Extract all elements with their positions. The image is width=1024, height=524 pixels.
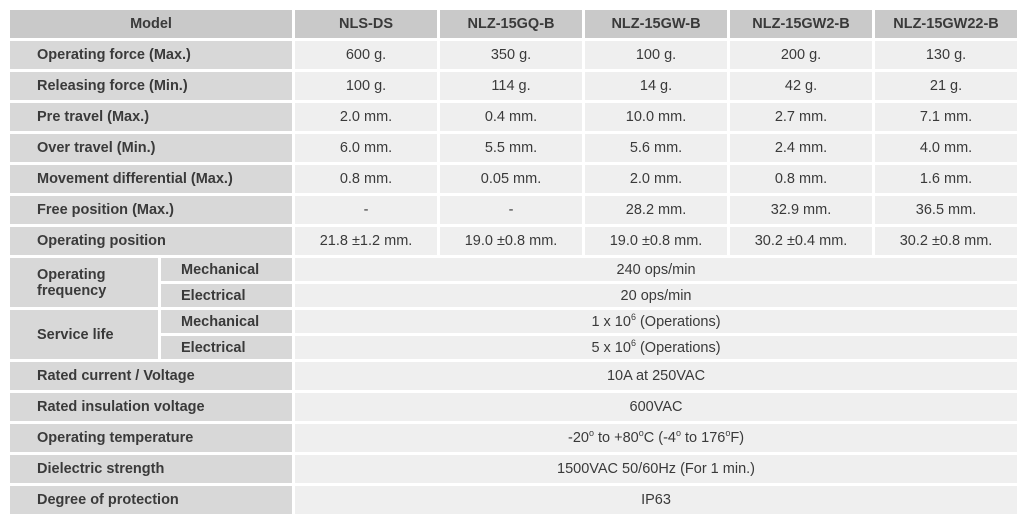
- table-cell: 32.9 mm.: [730, 196, 872, 224]
- row-label: Movement differential (Max.): [10, 165, 292, 193]
- model-header-1: NLS-DS: [295, 10, 437, 38]
- table-cell: 130 g.: [875, 41, 1017, 69]
- table-row: [10, 362, 1017, 390]
- electrical-label: Electrical: [161, 284, 292, 307]
- table-cell: 0.8 mm.: [730, 165, 872, 193]
- service-life-label: Service life: [10, 310, 158, 359]
- service-life-mechanical-unit: (Operations): [635, 313, 721, 330]
- model-header-4: NLZ-15GW2-B: [730, 10, 872, 38]
- service-life-electrical-value: [295, 336, 1017, 359]
- table-cell: 350 g.: [440, 41, 582, 69]
- operating-frequency-mechanical-value: 240 ops/min: [295, 258, 1017, 281]
- table-cell: 0.4 mm.: [440, 103, 582, 131]
- table-cell: 36.5 mm.: [875, 196, 1017, 224]
- table-cell: 100 g.: [585, 41, 727, 69]
- service-life-electrical-unit: (Operations): [635, 339, 721, 356]
- table-cell: 5.5 mm.: [440, 134, 582, 162]
- degree-symbol: o: [725, 428, 731, 439]
- table-cell: 2.7 mm.: [730, 103, 872, 131]
- degree-symbol: o: [588, 428, 594, 439]
- degree-symbol: o: [675, 428, 681, 439]
- table-cell: -: [295, 196, 437, 224]
- mechanical-label: Mechanical: [161, 310, 292, 333]
- degree-symbol: o: [638, 428, 644, 439]
- table-row: [10, 227, 1017, 255]
- table-cell: -: [440, 196, 582, 224]
- table-cell: 600 g.: [295, 41, 437, 69]
- row-label: Operating force (Max.): [10, 41, 292, 69]
- table-cell: 4.0 mm.: [875, 134, 1017, 162]
- operating-frequency-row-electrical: [10, 284, 1017, 307]
- table-row: [10, 486, 1017, 514]
- table-cell: 0.05 mm.: [440, 165, 582, 193]
- table-row: [10, 165, 1017, 193]
- table-row: [10, 393, 1017, 421]
- table-cell: 30.2 ±0.8 mm.: [875, 227, 1017, 255]
- table-cell: 100 g.: [295, 72, 437, 100]
- degree-of-protection-value: IP63: [295, 486, 1017, 514]
- model-header: Model: [10, 10, 292, 38]
- temp-part: to +80: [593, 430, 639, 446]
- table-cell: 7.1 mm.: [875, 103, 1017, 131]
- temp-part: C (-4: [643, 430, 676, 446]
- table-cell: 0.8 mm.: [295, 165, 437, 193]
- table-cell: 14 g.: [585, 72, 727, 100]
- service-life-electrical-base: 5 x 10: [591, 339, 631, 356]
- service-life-mechanical-exponent: 6: [630, 311, 636, 322]
- service-life-row: [10, 310, 1017, 333]
- rated-insulation-label: Rated insulation voltage: [10, 393, 292, 421]
- operating-frequency-electrical-value: 20 ops/min: [295, 284, 1017, 307]
- table-cell: 10.0 mm.: [585, 103, 727, 131]
- model-header-3: NLZ-15GW-B: [585, 10, 727, 38]
- row-label: Releasing force (Min.): [10, 72, 292, 100]
- table-row: [10, 103, 1017, 131]
- rated-insulation-value: 600VAC: [295, 393, 1017, 421]
- temp-part: F): [730, 430, 745, 446]
- service-life-mechanical-value: [295, 310, 1017, 333]
- temp-part: to 176: [680, 430, 726, 446]
- table-cell: 2.4 mm.: [730, 134, 872, 162]
- service-life-row-electrical: [10, 336, 1017, 359]
- electrical-label: Electrical: [161, 336, 292, 359]
- table-cell: 1.6 mm.: [875, 165, 1017, 193]
- table-row: [10, 455, 1017, 483]
- rated-current-label: Rated current / Voltage: [10, 362, 292, 390]
- degree-of-protection-label: Degree of protection: [10, 486, 292, 514]
- table-cell: 2.0 mm.: [585, 165, 727, 193]
- table-cell: 30.2 ±0.4 mm.: [730, 227, 872, 255]
- spec-table: [7, 7, 1020, 517]
- row-label: Pre travel (Max.): [10, 103, 292, 131]
- table-row: [10, 134, 1017, 162]
- operating-frequency-label: Operating frequency: [10, 258, 158, 307]
- table-row: [10, 41, 1017, 69]
- dielectric-strength-label: Dielectric strength: [10, 455, 292, 483]
- temp-part: -20: [567, 430, 589, 446]
- rated-current-value: 10A at 250VAC: [295, 362, 1017, 390]
- table-cell: 114 g.: [440, 72, 582, 100]
- model-header-5: NLZ-15GW22-B: [875, 10, 1017, 38]
- table-cell: 200 g.: [730, 41, 872, 69]
- table-cell: 21 g.: [875, 72, 1017, 100]
- table-cell: 19.0 ±0.8 mm.: [585, 227, 727, 255]
- row-label: Over travel (Min.): [10, 134, 292, 162]
- row-label: Operating position: [10, 227, 292, 255]
- table-row: [10, 424, 1017, 452]
- operating-frequency-row: [10, 258, 1017, 281]
- table-cell: 28.2 mm.: [585, 196, 727, 224]
- dielectric-strength-value: 1500VAC 50/60Hz (For 1 min.): [295, 455, 1017, 483]
- table-row: [10, 196, 1017, 224]
- operating-temperature-label: Operating temperature: [10, 424, 292, 452]
- table-cell: 5.6 mm.: [585, 134, 727, 162]
- table-cell: 21.8 ±1.2 mm.: [295, 227, 437, 255]
- mechanical-label: Mechanical: [161, 258, 292, 281]
- table-row: [10, 72, 1017, 100]
- operating-temperature-value: [295, 424, 1017, 452]
- table-cell: 6.0 mm.: [295, 134, 437, 162]
- header-row: [10, 10, 1017, 38]
- table-cell: 19.0 ±0.8 mm.: [440, 227, 582, 255]
- table-cell: 42 g.: [730, 72, 872, 100]
- service-life-mechanical-base: 1 x 10: [591, 313, 631, 330]
- row-label: Free position (Max.): [10, 196, 292, 224]
- table-cell: 2.0 mm.: [295, 103, 437, 131]
- model-header-2: NLZ-15GQ-B: [440, 10, 582, 38]
- service-life-electrical-exponent: 6: [630, 337, 636, 348]
